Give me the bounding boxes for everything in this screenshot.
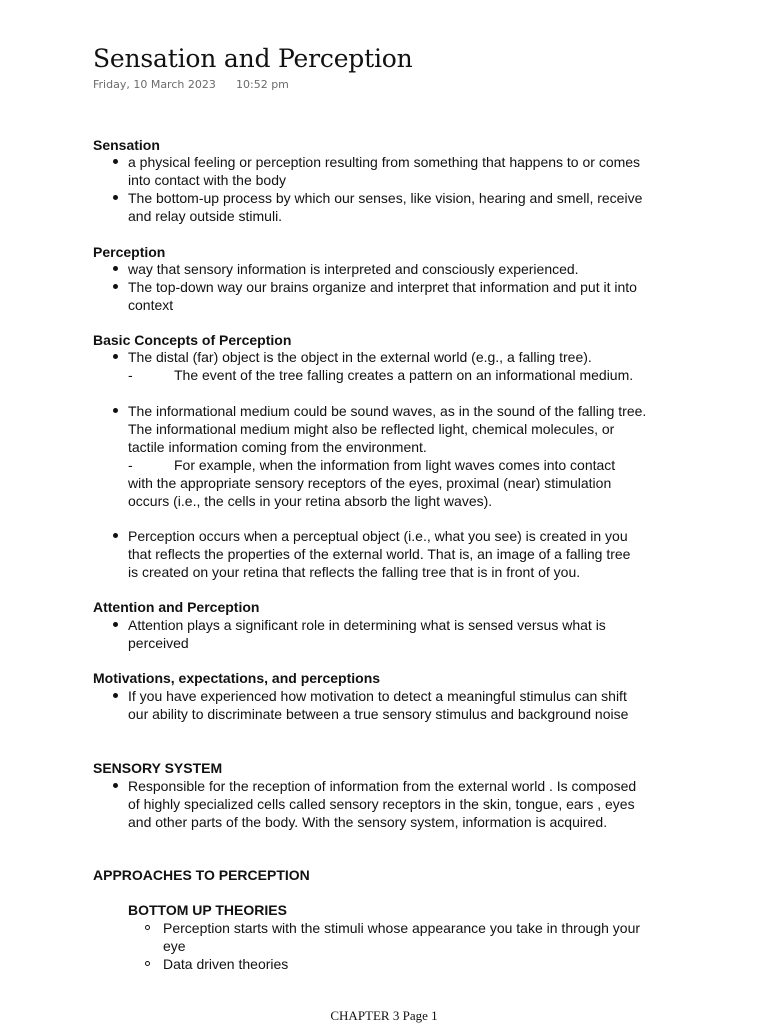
- heading-sensory-system: SENSORY SYSTEM: [93, 760, 223, 776]
- heading-perception: Perception: [93, 244, 166, 260]
- bullet-marker: [113, 622, 118, 627]
- dash-marker: -: [128, 457, 133, 473]
- sensory-bullet-1-line-3: and other parts of the body. With the sensory system, information is acquired.: [128, 814, 608, 830]
- bullet-marker: [113, 266, 118, 271]
- bottom-up-bullet-1-line-1: Perception starts with the stimuli whose appearance you take in through your: [163, 920, 641, 936]
- circle-bullet-marker: [145, 925, 150, 930]
- heading-motivations: Motivations, expectations, and perceptions: [93, 670, 381, 686]
- sensory-bullet-1-line-1: Responsible for the reception of information from the external world . Is composed: [128, 778, 637, 794]
- basic-bullet-2-line-2: The informational medium might also be reflected light, chemical molecules, or: [128, 421, 615, 437]
- sensory-bullet-1-line-2: of highly specialized cells called sensory receptors in the skin, tongue, ears , eyes: [128, 796, 635, 812]
- page-title: Sensation and Perception: [93, 44, 413, 73]
- bullet-marker: [113, 408, 118, 413]
- bullet-marker: [113, 195, 118, 200]
- basic-bullet-2-line-1: The informational medium could be sound waves, as in the sound of the falling tree.: [128, 403, 647, 419]
- bullet-marker: [113, 783, 118, 788]
- dash-marker: -: [128, 367, 133, 383]
- bottom-up-bullet-1-line-2: eye: [163, 938, 186, 954]
- page-date: Friday, 10 March 2023: [93, 78, 216, 91]
- bullet-marker: [113, 284, 118, 289]
- bullet-marker: [113, 159, 118, 164]
- attention-bullet-1-line-2: perceived: [128, 635, 189, 651]
- basic-bullet-3-line-3: is created on your retina that reflects the falling tree that is in front of you.: [128, 564, 581, 580]
- sensation-bullet-1-line-1: a physical feeling or perception resulting from something that happens to or comes: [128, 154, 641, 170]
- sensation-bullet-2-line-1: The bottom-up process by which our senses, like vision, hearing and smell, receive: [128, 190, 643, 206]
- bottom-up-bullet-2-line-1: Data driven theories: [163, 956, 289, 972]
- page-time: 10:52 pm: [236, 78, 289, 91]
- bullet-marker: [113, 693, 118, 698]
- circle-bullet-marker: [145, 961, 150, 966]
- motivation-bullet-1-line-1: If you have experienced how motivation to detect a meaningful stimulus can shift: [128, 688, 627, 704]
- basic-bullet-1-sub: The event of the tree falling creates a pattern on an informational medium.: [174, 367, 634, 383]
- bullet-marker: [113, 354, 118, 359]
- perception-bullet-2-line-1: The top-down way our brains organize and interpret that information and put it into: [128, 279, 637, 295]
- perception-bullet-1-line-1: way that sensory information is interpreted and consciously experienced.: [128, 261, 579, 277]
- basic-bullet-3-line-2: that reflects the properties of the external world. That is, an image of a falling tree: [128, 546, 631, 562]
- sensation-bullet-2-line-2: and relay outside stimuli.: [128, 208, 283, 224]
- basic-bullet-3-line-1: Perception occurs when a perceptual object (i.e., what you see) is created in you: [128, 528, 628, 544]
- basic-bullet-2-sub-line-3: occurs (i.e., the cells in your retina absorb the light waves).: [128, 493, 493, 509]
- motivation-bullet-1-line-2: our ability to discriminate between a true sensory stimulus and background noise: [128, 706, 629, 722]
- attention-bullet-1-line-1: Attention plays a significant role in determining what is sensed versus what is: [128, 617, 606, 633]
- sensation-bullet-1-line-2: into contact with the body: [128, 172, 286, 188]
- heading-basic-concepts: Basic Concepts of Perception: [93, 332, 292, 348]
- subheading-bottom-up: BOTTOM UP THEORIES: [128, 902, 287, 918]
- basic-bullet-1-line-1: The distal (far) object is the object in the external world (e.g., a falling tree).: [128, 349, 592, 365]
- page-footer: CHAPTER 3 Page 1: [330, 1008, 438, 1023]
- perception-bullet-2-line-2: context: [128, 297, 174, 313]
- heading-approaches: APPROACHES TO PERCEPTION: [93, 867, 310, 883]
- heading-sensation: Sensation: [93, 137, 160, 153]
- heading-attention: Attention and Perception: [93, 599, 260, 615]
- bullet-marker: [113, 533, 118, 538]
- basic-bullet-2-line-3: tactile information coming from the environment.: [128, 439, 427, 455]
- basic-bullet-2-sub-line-2: with the appropriate sensory receptors of the eyes, proximal (near) stimulation: [128, 475, 612, 491]
- basic-bullet-2-sub-line-1: For example, when the information from light waves comes into contact: [174, 457, 616, 473]
